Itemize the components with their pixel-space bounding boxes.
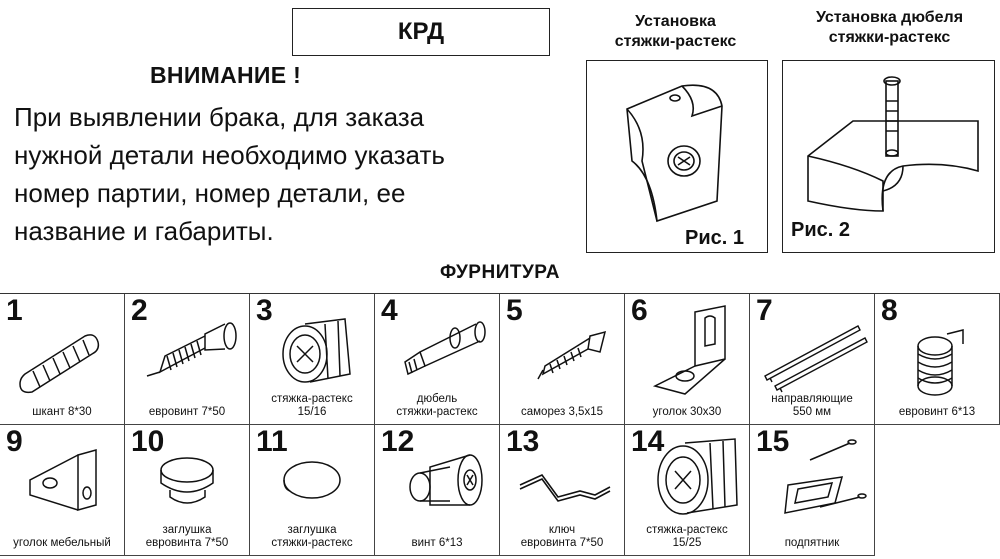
item-caption	[375, 537, 499, 550]
item-number: 11	[256, 425, 288, 458]
item-caption	[250, 524, 374, 550]
hardware-item	[125, 294, 250, 425]
item-caption-line: дюбель	[416, 393, 458, 405]
item-number: 13	[506, 425, 540, 458]
item-number: 14	[631, 425, 665, 458]
item-caption-line: стяжка-растекс	[271, 393, 353, 405]
item-caption-line: евровинт 7*50	[148, 406, 226, 418]
warning-line: нужной детали необходимо указать	[14, 140, 445, 170]
hardware-item	[500, 294, 625, 425]
item-caption-line: заглушка	[287, 524, 337, 536]
item-caption-line: евровинта 7*50	[520, 537, 604, 549]
item-number: 9	[6, 425, 23, 458]
empty-cell	[875, 425, 1000, 556]
item-caption-line: заглушка	[162, 524, 212, 536]
item-caption	[500, 406, 624, 419]
item-caption	[125, 406, 249, 419]
cam-lock-installation-icon	[587, 61, 767, 252]
item-caption	[375, 393, 499, 419]
hardware-item	[625, 294, 750, 425]
hardware-item	[375, 294, 500, 425]
item-caption-line: винт 6*13	[411, 537, 463, 549]
item-number: 12	[381, 425, 415, 458]
figure-2-caption-line: Установка дюбеля	[815, 9, 964, 26]
hardware-item	[375, 425, 500, 556]
item-caption-line: ключ	[548, 524, 576, 536]
hardware-item	[0, 425, 125, 556]
item-number: 10	[131, 425, 165, 458]
item-number: 7	[756, 294, 773, 327]
hardware-item	[0, 294, 125, 425]
item-number: 6	[631, 294, 648, 327]
warning-title: ВНИМАНИЕ !	[150, 62, 302, 88]
hardware-item	[250, 425, 375, 556]
hardware-item	[125, 425, 250, 556]
document-code: КРД	[397, 18, 445, 45]
figure-1-caption-line: Установка	[635, 13, 716, 30]
item-caption-line: стяжки-растекс	[271, 537, 353, 549]
item-caption-line: шкант 8*30	[32, 406, 92, 418]
item-caption-line: подпятник	[784, 537, 840, 549]
item-caption-line: евровинт 6*13	[898, 406, 976, 418]
warning-line: номер партии, номер детали, ее	[14, 178, 406, 208]
item-number: 8	[881, 294, 898, 327]
item-number: 1	[6, 294, 23, 327]
hardware-item	[875, 294, 1000, 425]
hardware-item	[750, 425, 875, 556]
item-number: 2	[131, 294, 148, 327]
item-caption	[875, 406, 999, 419]
figure-2-caption	[782, 8, 997, 48]
warning-text	[14, 98, 574, 250]
document-code-box	[292, 8, 550, 56]
figure-2-box	[782, 60, 995, 253]
item-number: 3	[256, 294, 273, 327]
hardware-item	[625, 425, 750, 556]
item-caption-line: евровинта 7*50	[145, 537, 229, 549]
hardware-item	[250, 294, 375, 425]
item-caption-line: направляющие	[771, 393, 853, 405]
figure-1-caption-line: стяжки-растекс	[614, 33, 737, 50]
item-caption-line: уголок мебельный	[13, 537, 111, 549]
item-caption-line: стяжка-растекс	[646, 524, 728, 536]
figure-2-label: Рис. 2	[791, 219, 850, 241]
item-number: 15	[756, 425, 790, 458]
item-caption-line: уголок 30х30	[652, 406, 722, 418]
item-caption	[625, 524, 749, 550]
item-caption-line: 15/16	[297, 406, 327, 418]
hardware-item	[750, 294, 875, 425]
item-caption-line: 550 мм	[792, 406, 832, 418]
item-caption-line: саморез 3,5х15	[521, 406, 603, 418]
figure-1-label: Рис. 1	[685, 227, 744, 249]
hardware-grid	[0, 293, 1000, 556]
item-caption	[0, 537, 124, 550]
item-caption	[125, 524, 249, 550]
figure-2-caption-line: стяжки-растекс	[828, 29, 951, 46]
section-title: ФУРНИТУРА	[439, 262, 560, 283]
figure-1-box	[586, 60, 768, 253]
item-caption-line: 15/25	[672, 537, 702, 549]
item-caption-line: стяжки-растекс	[396, 406, 478, 418]
item-caption	[250, 393, 374, 419]
item-caption	[750, 393, 874, 419]
item-caption	[0, 406, 124, 419]
figure-1-caption	[588, 12, 763, 52]
hardware-item	[500, 425, 625, 556]
item-number: 5	[506, 294, 523, 327]
item-number: 4	[381, 294, 398, 327]
item-caption	[625, 406, 749, 419]
warning-line: название и габариты.	[14, 216, 274, 246]
warning-line: При выявлении брака, для заказа	[14, 102, 425, 132]
item-caption	[750, 537, 874, 550]
item-caption	[500, 524, 624, 550]
